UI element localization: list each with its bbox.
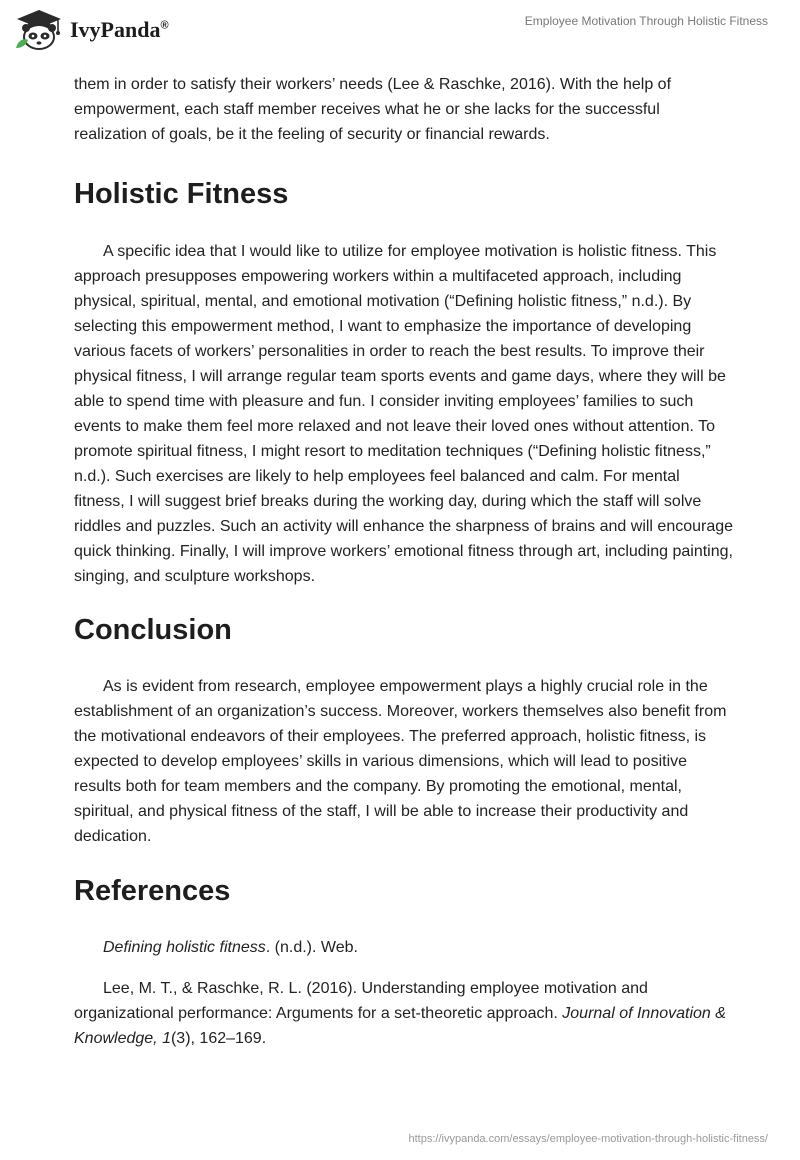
reference-item bbox=[74, 935, 734, 960]
section-heading-conclusion: Conclusion bbox=[74, 614, 232, 646]
holistic-fitness-paragraph: A specific idea that I would like to utilize for employee motivation is holistic fitness. This approach presupposes empowering workers within a multifaceted approach, including physical, spiritual, mental, and emotional motivation (“Defining holistic fitness,” n.d.). By selecting this empowerment method, I want to emphasize the importance of developing various facets of workers’ personalities in order to reach the best results. To improve their physical fitness, I will arrange regular team sports events and game days, where they will be able to spend time with pleasure and fun. I consider inviting employees’ families to such events to make them feel more relaxed and not leave their loved ones without attention. To promote spiritual fitness, I might resort to meditation techniques (“Defining holistic fitness,” n.d.). Such exercises are likely to help employees feel balanced and calm. For mental fitness, I will suggest brief breaks during the working day, during which the staff will solve riddles and puzzles. Such an activity will enhance the sharpness of brains and will encourage quick thinking. Finally, I will improve workers’ emotional fitness through art, including painting, singing, and sculpture workshops. bbox=[74, 243, 734, 585]
ivypanda-logo[interactable] bbox=[14, 8, 169, 50]
reference-details: (3), 162–169. bbox=[170, 1030, 267, 1047]
reference-authors-title: Lee, M. T., & Raschke, R. L. (2016). Understanding employee motivation and organizational performance: Arguments for a set-theoretic approach. bbox=[74, 980, 648, 1022]
panda-graduate-icon bbox=[14, 8, 64, 50]
conclusion-paragraph: As is evident from research, employee empowerment plays a highly crucial role in the establishment of an organization’s success. Moreover, workers themselves also benefit from the motivational endeavors of their employees. The preferred approach, holistic fitness, is expected to develop employees’ skills in various dimensions, which will lead to positive results both for team members and the company. By promoting the emotional, mental, spiritual, and physical fitness of the staff, I will be able to increase their productivity and dedication. bbox=[74, 678, 727, 845]
brand-name: IvyPanda® bbox=[70, 17, 169, 42]
essay-content bbox=[74, 72, 734, 1051]
reference-journal: Journal of Innovation & Knowledge, 1 bbox=[74, 1005, 726, 1047]
document-title: Employee Motivation Through Holistic Fitness bbox=[524, 14, 768, 28]
intro-paragraph: them in order to satisfy their workers’ needs (Lee & Raschke, 2016). With the help of empowerment, each staff member receives what he or she lacks for the successful realization of goals, be it the feeling of security or financial rewards. bbox=[74, 76, 672, 143]
reference-title: Defining holistic fitness bbox=[103, 939, 266, 956]
page-header bbox=[0, 0, 800, 60]
section-heading-holistic-fitness: Holistic Fitness bbox=[74, 178, 289, 210]
section-heading-references: References bbox=[74, 875, 231, 907]
source-url[interactable]: https://ivypanda.com/essays/employee-motivation-through-holistic-fitness/ bbox=[408, 1133, 768, 1145]
reference-details: . (n.d.). Web. bbox=[265, 939, 358, 956]
reference-item bbox=[74, 976, 734, 1051]
